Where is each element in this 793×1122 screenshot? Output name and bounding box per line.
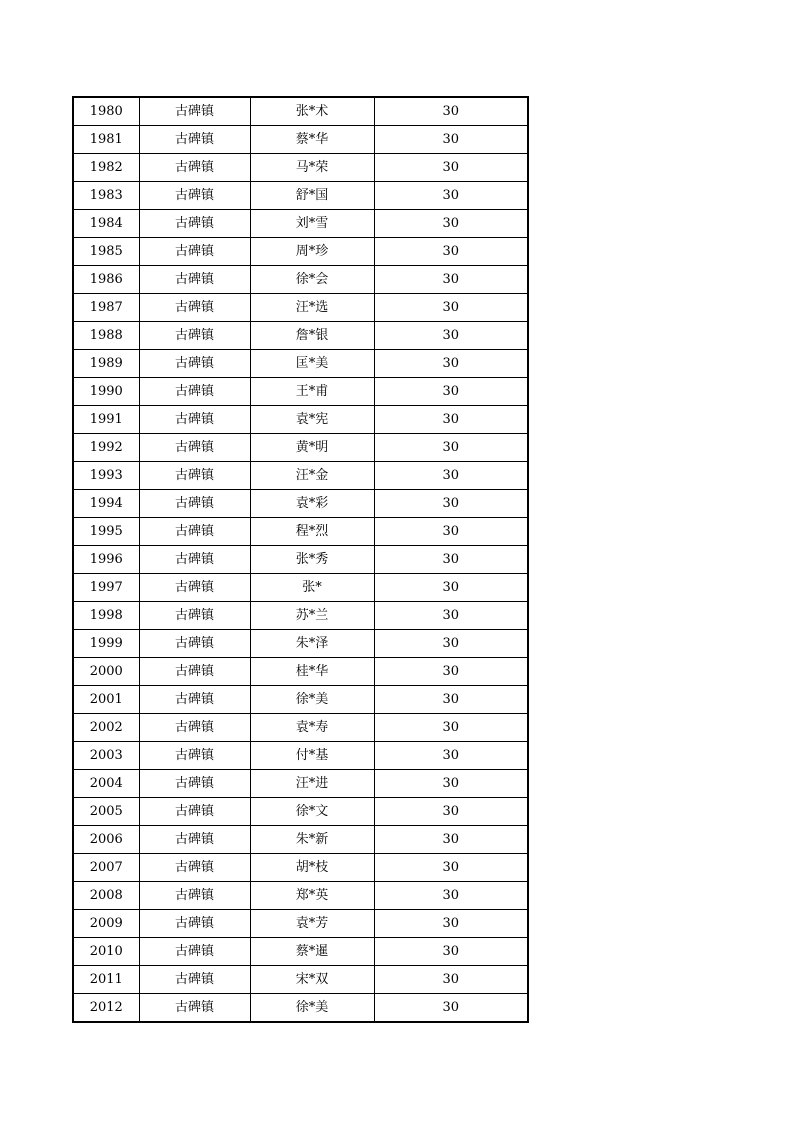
town-cell: 古碑镇 (139, 966, 250, 994)
table-row (73, 742, 528, 770)
name-cell: 徐*会 (250, 266, 374, 294)
name-cell: 张*秀 (250, 546, 374, 574)
town-cell: 古碑镇 (139, 910, 250, 938)
amount-cell: 30 (374, 490, 528, 518)
amount-cell: 30 (374, 462, 528, 490)
serial-number-cell: 1997 (73, 574, 139, 602)
name-cell: 袁*宪 (250, 406, 374, 434)
serial-number-cell: 2009 (73, 910, 139, 938)
table-row (73, 658, 528, 686)
table-row (73, 574, 528, 602)
serial-number-cell: 1993 (73, 462, 139, 490)
serial-number-cell: 1995 (73, 518, 139, 546)
table-row (73, 966, 528, 994)
town-cell: 古碑镇 (139, 210, 250, 238)
amount-cell: 30 (374, 658, 528, 686)
amount-cell: 30 (374, 574, 528, 602)
table-row (73, 686, 528, 714)
amount-cell: 30 (374, 910, 528, 938)
serial-number-cell: 1989 (73, 350, 139, 378)
name-cell: 徐*美 (250, 686, 374, 714)
table-row (73, 882, 528, 910)
town-cell: 古碑镇 (139, 882, 250, 910)
table-row (73, 406, 528, 434)
table-row (73, 462, 528, 490)
data-table (72, 96, 529, 1023)
name-cell: 徐*美 (250, 994, 374, 1023)
table-row (73, 210, 528, 238)
table-body (73, 97, 528, 1022)
amount-cell: 30 (374, 266, 528, 294)
amount-cell: 30 (374, 97, 528, 126)
table-row (73, 714, 528, 742)
name-cell: 汪*金 (250, 462, 374, 490)
serial-number-cell: 2001 (73, 686, 139, 714)
amount-cell: 30 (374, 742, 528, 770)
name-cell: 王*甫 (250, 378, 374, 406)
amount-cell: 30 (374, 518, 528, 546)
table-row (73, 266, 528, 294)
amount-cell: 30 (374, 882, 528, 910)
town-cell: 古碑镇 (139, 854, 250, 882)
name-cell: 张*术 (250, 97, 374, 126)
town-cell: 古碑镇 (139, 630, 250, 658)
name-cell: 蔡*华 (250, 126, 374, 154)
table-row (73, 154, 528, 182)
amount-cell: 30 (374, 434, 528, 462)
town-cell: 古碑镇 (139, 126, 250, 154)
town-cell: 古碑镇 (139, 546, 250, 574)
amount-cell: 30 (374, 406, 528, 434)
town-cell: 古碑镇 (139, 742, 250, 770)
serial-number-cell: 2012 (73, 994, 139, 1023)
serial-number-cell: 2003 (73, 742, 139, 770)
town-cell: 古碑镇 (139, 770, 250, 798)
town-cell: 古碑镇 (139, 97, 250, 126)
name-cell: 桂*华 (250, 658, 374, 686)
name-cell: 宋*双 (250, 966, 374, 994)
serial-number-cell: 2005 (73, 798, 139, 826)
serial-number-cell: 2007 (73, 854, 139, 882)
table-row (73, 630, 528, 658)
serial-number-cell: 1986 (73, 266, 139, 294)
amount-cell: 30 (374, 686, 528, 714)
name-cell: 徐*文 (250, 798, 374, 826)
serial-number-cell: 2002 (73, 714, 139, 742)
name-cell: 苏*兰 (250, 602, 374, 630)
town-cell: 古碑镇 (139, 826, 250, 854)
table-row (73, 294, 528, 322)
serial-number-cell: 1981 (73, 126, 139, 154)
town-cell: 古碑镇 (139, 154, 250, 182)
town-cell: 古碑镇 (139, 182, 250, 210)
name-cell: 黄*明 (250, 434, 374, 462)
serial-number-cell: 2008 (73, 882, 139, 910)
serial-number-cell: 1980 (73, 97, 139, 126)
town-cell: 古碑镇 (139, 238, 250, 266)
name-cell: 汪*进 (250, 770, 374, 798)
town-cell: 古碑镇 (139, 406, 250, 434)
town-cell: 古碑镇 (139, 938, 250, 966)
serial-number-cell: 2000 (73, 658, 139, 686)
table-row (73, 994, 528, 1023)
amount-cell: 30 (374, 294, 528, 322)
amount-cell: 30 (374, 630, 528, 658)
town-cell: 古碑镇 (139, 714, 250, 742)
amount-cell: 30 (374, 322, 528, 350)
name-cell: 胡*枝 (250, 854, 374, 882)
table-row (73, 434, 528, 462)
table-row (73, 238, 528, 266)
serial-number-cell: 1991 (73, 406, 139, 434)
amount-cell: 30 (374, 714, 528, 742)
serial-number-cell: 1985 (73, 238, 139, 266)
name-cell: 朱*新 (250, 826, 374, 854)
town-cell: 古碑镇 (139, 686, 250, 714)
serial-number-cell: 2004 (73, 770, 139, 798)
name-cell: 蔡*暹 (250, 938, 374, 966)
town-cell: 古碑镇 (139, 378, 250, 406)
town-cell: 古碑镇 (139, 434, 250, 462)
amount-cell: 30 (374, 126, 528, 154)
town-cell: 古碑镇 (139, 994, 250, 1023)
amount-cell: 30 (374, 182, 528, 210)
amount-cell: 30 (374, 966, 528, 994)
name-cell: 程*烈 (250, 518, 374, 546)
town-cell: 古碑镇 (139, 798, 250, 826)
amount-cell: 30 (374, 238, 528, 266)
name-cell: 朱*泽 (250, 630, 374, 658)
name-cell: 袁*彩 (250, 490, 374, 518)
table-row (73, 826, 528, 854)
serial-number-cell: 2010 (73, 938, 139, 966)
serial-number-cell: 1988 (73, 322, 139, 350)
serial-number-cell: 1999 (73, 630, 139, 658)
amount-cell: 30 (374, 854, 528, 882)
name-cell: 周*珍 (250, 238, 374, 266)
town-cell: 古碑镇 (139, 294, 250, 322)
name-cell: 袁*寿 (250, 714, 374, 742)
table-row (73, 518, 528, 546)
amount-cell: 30 (374, 826, 528, 854)
amount-cell: 30 (374, 770, 528, 798)
amount-cell: 30 (374, 602, 528, 630)
name-cell: 舒*国 (250, 182, 374, 210)
name-cell: 张* (250, 574, 374, 602)
table-row (73, 910, 528, 938)
table-row (73, 798, 528, 826)
town-cell: 古碑镇 (139, 462, 250, 490)
amount-cell: 30 (374, 350, 528, 378)
amount-cell: 30 (374, 938, 528, 966)
town-cell: 古碑镇 (139, 490, 250, 518)
name-cell: 袁*芳 (250, 910, 374, 938)
table-row (73, 602, 528, 630)
town-cell: 古碑镇 (139, 602, 250, 630)
town-cell: 古碑镇 (139, 350, 250, 378)
table-row (73, 322, 528, 350)
name-cell: 刘*雪 (250, 210, 374, 238)
amount-cell: 30 (374, 210, 528, 238)
table-row (73, 182, 528, 210)
table-row (73, 490, 528, 518)
amount-cell: 30 (374, 798, 528, 826)
town-cell: 古碑镇 (139, 574, 250, 602)
amount-cell: 30 (374, 994, 528, 1023)
town-cell: 古碑镇 (139, 266, 250, 294)
serial-number-cell: 1983 (73, 182, 139, 210)
table-row (73, 770, 528, 798)
serial-number-cell: 1994 (73, 490, 139, 518)
name-cell: 郑*英 (250, 882, 374, 910)
amount-cell: 30 (374, 378, 528, 406)
name-cell: 马*荣 (250, 154, 374, 182)
serial-number-cell: 1987 (73, 294, 139, 322)
table-row (73, 546, 528, 574)
table-row (73, 378, 528, 406)
amount-cell: 30 (374, 546, 528, 574)
amount-cell: 30 (374, 154, 528, 182)
serial-number-cell: 1996 (73, 546, 139, 574)
table-row (73, 97, 528, 126)
town-cell: 古碑镇 (139, 658, 250, 686)
name-cell: 詹*银 (250, 322, 374, 350)
serial-number-cell: 2006 (73, 826, 139, 854)
serial-number-cell: 1990 (73, 378, 139, 406)
serial-number-cell: 2011 (73, 966, 139, 994)
serial-number-cell: 1982 (73, 154, 139, 182)
table-row (73, 854, 528, 882)
name-cell: 匡*美 (250, 350, 374, 378)
table-row (73, 350, 528, 378)
serial-number-cell: 1998 (73, 602, 139, 630)
town-cell: 古碑镇 (139, 322, 250, 350)
table-row (73, 126, 528, 154)
serial-number-cell: 1984 (73, 210, 139, 238)
table-row (73, 938, 528, 966)
name-cell: 汪*选 (250, 294, 374, 322)
town-cell: 古碑镇 (139, 518, 250, 546)
serial-number-cell: 1992 (73, 434, 139, 462)
name-cell: 付*基 (250, 742, 374, 770)
